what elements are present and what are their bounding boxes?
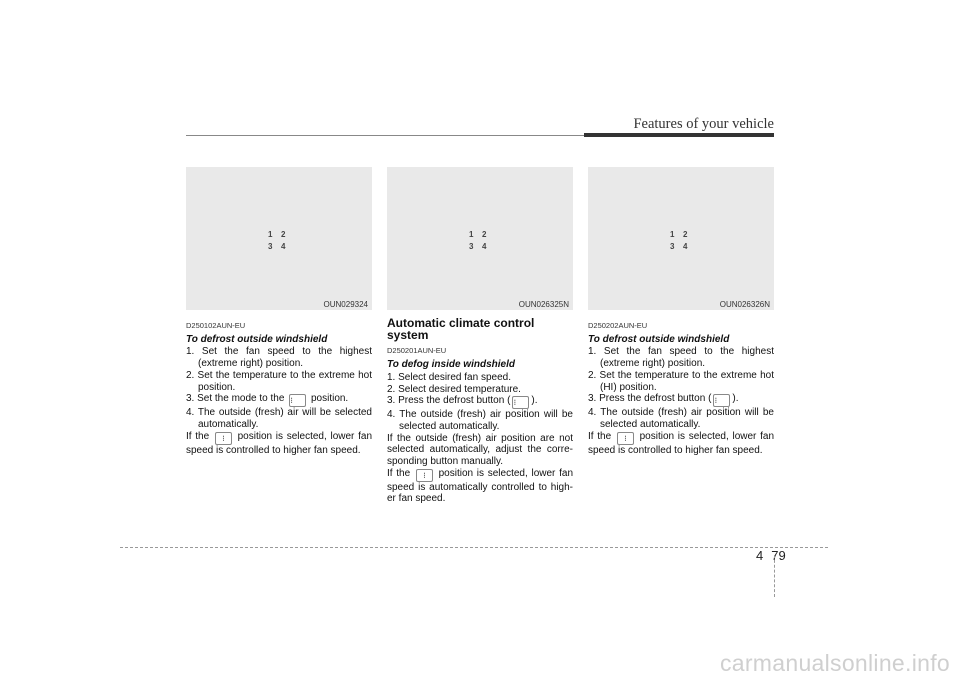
step-3: 3. Set the mode to the ⁝ position. <box>186 393 349 406</box>
subheading: To defrost outside windshield <box>186 333 328 345</box>
step-4: 4. The outside (fresh) air position will be selected automatically. <box>588 407 774 430</box>
figure-1 <box>186 167 372 310</box>
subheading: To defrost outside windshield <box>588 333 730 345</box>
note: If the ⁝ position is selected, lower fan speed is automatically controlled to high-er fan speed. <box>387 467 573 505</box>
figure-caption: OUN026326N <box>719 300 770 309</box>
paragraph: If the outside (fresh) air position are not selected automatically, adjust the corre-sponding button manually. <box>387 432 573 468</box>
defrost-icon: ⁝ <box>713 394 730 407</box>
step-2: 2. Set the temperature to the extreme hot (HI) position. <box>588 369 774 393</box>
step-1: 1. Set the fan speed to the highest (extreme right) position. <box>588 346 774 370</box>
step-4: 4. The outside (fresh) air will be selected automatically. <box>186 407 372 430</box>
header-bar <box>584 133 774 137</box>
column-2 <box>387 318 573 505</box>
step-2: 2. Select desired temperature. <box>387 383 521 395</box>
defrost-icon: ⁝ <box>215 432 232 445</box>
note: If the ⁝ position is selected, lower fan speed is controlled to higher fan speed. <box>186 430 372 456</box>
figure-3 <box>588 167 774 310</box>
step-4: 4. The outside (fresh) air position will be selected automatically. <box>387 409 573 432</box>
step-1: 1. Set the fan speed to the highest (extreme right) position. <box>186 346 372 370</box>
step-3: 3. Press the defrost button ( ⁝ ). <box>387 395 538 408</box>
defrost-icon: ⁝ <box>289 394 306 407</box>
footer-rule <box>120 547 828 548</box>
section-code: D250102AUN-EU <box>186 321 246 330</box>
step-1: 1. Select desired fan speed. <box>387 371 511 383</box>
section-code: D250201AUN-EU <box>387 346 447 356</box>
column-1 <box>186 318 372 456</box>
footer-vline <box>774 555 775 597</box>
subheading: To defog inside windshield <box>387 359 515 371</box>
figure-labels: 1 2 3 4 <box>268 230 286 251</box>
figure-2 <box>387 167 573 310</box>
note: If the ⁝ position is selected, lower fan speed is controlled to higher fan speed. <box>588 430 774 456</box>
chapter-number: 4 <box>756 548 764 563</box>
figure-labels: 1 2 3 4 <box>469 230 487 251</box>
step-2: 2. Set the temperature to the extreme hot position. <box>186 369 372 393</box>
section-title: Features of your vehicle <box>633 116 774 132</box>
section-code: D250202AUN-EU <box>588 321 648 330</box>
column-3 <box>588 318 774 456</box>
defrost-icon: ⁝ <box>416 469 433 482</box>
page-num: 79 <box>771 548 786 563</box>
section-heading: Automatic climate control system <box>387 316 535 342</box>
watermark: carmanualsonline.info <box>719 650 950 676</box>
step-3: 3. Press the defrost button ( ⁝ ). <box>588 393 739 406</box>
figure-labels: 1 2 3 4 <box>670 230 688 251</box>
defrost-icon: ⁝ <box>617 432 634 445</box>
figure-caption: OUN029324 <box>323 300 368 309</box>
defrost-icon: ⁝ <box>512 396 529 409</box>
figure-caption: OUN026325N <box>518 300 569 309</box>
